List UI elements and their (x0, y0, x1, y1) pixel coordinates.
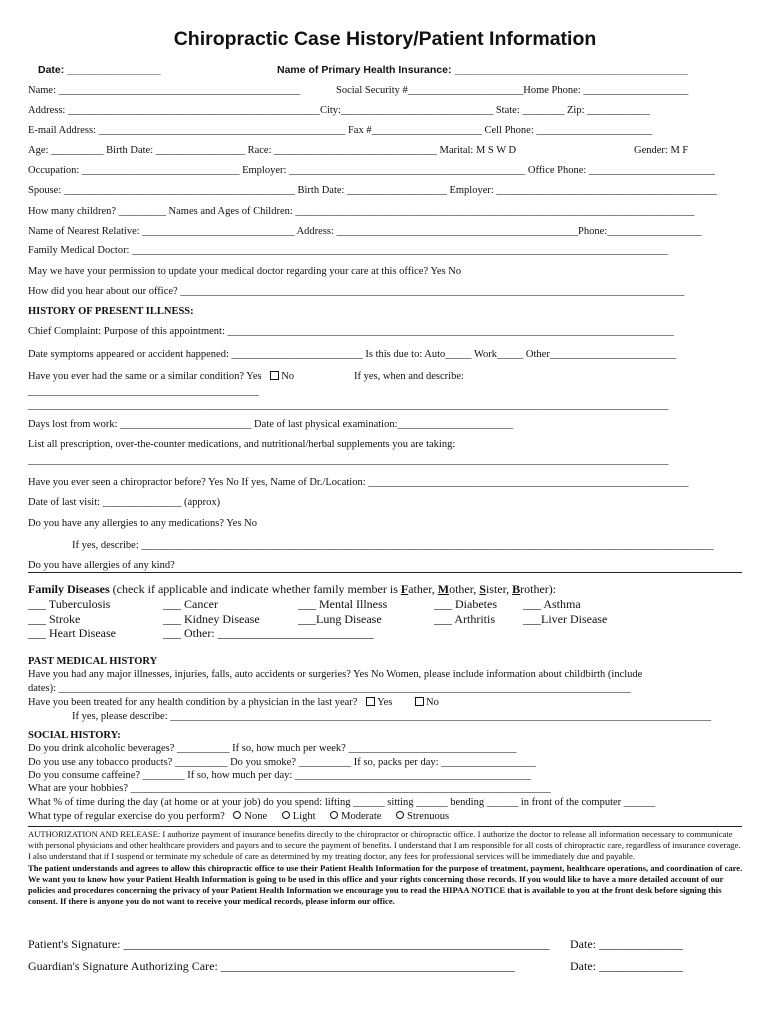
occupation-field[interactable]: Occupation: ______________________________ Employer: _____________________________________________ Office Phone: ________________________ (28, 165, 715, 176)
childbirth-dates-field[interactable]: dates): _____________________________________________________________________________________________________________ (28, 683, 631, 694)
exercise-light-label: Light (292, 811, 316, 822)
address-field[interactable]: Address: ________________________________________________City:_____________________________ State: ________ Zip: ____________ (28, 105, 651, 116)
treated-label: Have you been treated for any health condition by a physician in the last year? (28, 697, 358, 708)
family-col-5 (523, 597, 607, 626)
hobbies-field[interactable]: What are your hobbies? ________________________________________________________________________________ (28, 783, 551, 794)
patient-signature-date-field[interactable]: Date: ______________ (570, 937, 683, 951)
family-col-1 (28, 597, 116, 641)
exercise-none-radio[interactable] (233, 811, 241, 819)
symptoms-date-field[interactable]: Date symptoms appeared or accident happened: _________________________ Is this due to: Auto_____ Work_____ Other________________________ (28, 349, 676, 360)
form-title: Chiropractic Case History/Patient Information (173, 28, 597, 50)
hipaa-consent-paragraph: The patient understands and agrees to allow this chiropractic office to use their Patient Health Information for the purpose of treatment, payment, healthcare operations, and coordination of care. We want you to know how your Patient Health Information is going to be used in this office and your rights concerning those records. If you would like to have a more detailed account of our policies and procedures concerning the privacy of your Patient Health Information we encourage you to read the HIPAA NOTICE that is available to you at the front desk before signing this consent. If there is anyone you do not want to receive your medical records, please inform our office. (28, 862, 743, 907)
medications-label: List all prescription, over-the-counter medications, and nutritional/herbal supplements you are taking: (28, 439, 456, 450)
tuberculosis-option[interactable]: ___ Tuberculosis (28, 597, 111, 611)
exercise-question (28, 810, 449, 823)
insurance-field[interactable]: Name of Primary Health Insurance: ________________________________________ (277, 64, 688, 76)
treated-yes-checkbox[interactable] (366, 697, 375, 706)
time-spent-field[interactable]: What % of time during the day (at home or at your job) do you spend: lifting ______ sitting ______ bending ______ in front of the computer ______ (28, 797, 656, 808)
alcohol-field[interactable]: Do you drink alcoholic beverages? __________ If so, how much per week? ________________________________ (28, 743, 517, 754)
mental-illness-option[interactable]: ___ Mental Illness (298, 597, 388, 611)
date-field[interactable]: Date: ________________ (38, 64, 161, 76)
exercise-moderate-radio[interactable] (330, 811, 338, 819)
father-label: ather, (408, 582, 438, 596)
spouse-field[interactable]: Spouse: ____________________________________________ Birth Date: ___________________ Employer: __________________________________________ (28, 185, 717, 196)
allergies-medications-question[interactable]: Do you have any allergies to any medications? Yes No (28, 518, 258, 529)
tobacco-field[interactable]: Do you use any tobacco products? __________ Do you smoke? __________ If so, packs per day: __________________ (28, 757, 536, 768)
hpi-heading: HISTORY OF PRESENT ILLNESS: (28, 306, 194, 317)
similar-no-label: No (281, 371, 295, 382)
mother-label: other, (449, 582, 480, 596)
surgeries-question[interactable]: Have you had any major illnesses, injuries, falls, auto accidents or surgeries? Yes No Women, please include information about childbirth (include (28, 669, 643, 680)
guardian-signature-field[interactable]: Guardian's Signature Authorizing Care: _________________________________________________ (28, 959, 515, 973)
relative-field[interactable]: Name of Nearest Relative: _____________________________ Address: ______________________________________________Phone:__________________ (28, 226, 702, 237)
authorization-release-text (28, 829, 744, 907)
treated-describe-field[interactable]: If yes, please describe: _______________________________________________________________________________________________________ (72, 711, 711, 722)
treated-question (28, 696, 439, 709)
days-lost-field[interactable]: Days lost from work: _________________________ Date of last physical examination:______________________ (28, 419, 513, 430)
last-visit-field[interactable]: Date of last visit: _______________ (approx) (28, 497, 221, 508)
sister-label: ister, (485, 582, 513, 596)
pmh-heading: PAST MEDICAL HISTORY (28, 656, 158, 667)
guardian-signature-date-field[interactable]: Date: ______________ (570, 959, 683, 973)
cancer-option[interactable]: ___ Cancer (163, 597, 218, 611)
section-divider (28, 572, 742, 573)
other-disease-option[interactable]: ___ Other: __________________________ (163, 626, 374, 640)
chief-complaint-field[interactable]: Chief Complaint: Purpose of this appointment: _____________________________________________________________________________________ (28, 326, 674, 337)
family-col-4 (434, 597, 497, 626)
treated-no-label: No (426, 697, 439, 708)
exercise-strenuous-label: Strenuous (407, 811, 450, 822)
asthma-option[interactable]: ___ Asthma (523, 597, 581, 611)
gender-field[interactable]: Gender: M F (634, 145, 689, 156)
brother-label: rother): (520, 582, 557, 596)
authorization-paragraph: AUTHORIZATION AND RELEASE: I authorize payment of insurance benefits directly to the chiropractor or chiropractic office. I authorize the doctor to release all information necessary to communicate with personal physicians and other healthcare providers and payors and to secure the payment of benefits. I understand that I am responsible for all costs of chiropractic care, regardless of insurance coverage. I also understand that if I suspend or terminate my schedule of care as determined by my treating doctor, any fees for professional services will be immediately due and payable. (28, 829, 741, 862)
stroke-option[interactable]: ___ Stroke (28, 611, 81, 626)
exercise-strenuous-radio[interactable] (396, 811, 404, 819)
caffeine-field[interactable]: Do you consume caffeine? ________ If so, how much per day: _____________________________________________ (28, 770, 532, 781)
treated-no-checkbox[interactable] (415, 697, 424, 706)
name-field[interactable]: Name: ______________________________________________ (28, 85, 301, 96)
similar-describe-blank-2[interactable]: __________________________________________________________________________________________________________________________ (28, 400, 669, 411)
kidney-disease-option[interactable]: ___ Kidney Disease (163, 611, 260, 626)
age-birth-race-marital-field[interactable]: Age: __________ Birth Date: _________________ Race: _______________________________ Marital: M S W D (28, 145, 517, 156)
family-col-3 (298, 597, 387, 626)
similar-no-checkbox[interactable] (270, 371, 279, 380)
similar-describe-blank[interactable]: ____________________________________________ (28, 386, 259, 397)
patient-signature-field[interactable]: Patient's Signature: _______________________________________________________________________ (28, 937, 550, 951)
email-field[interactable]: E-mail Address: _______________________________________________ Fax #_____________________ Cell Phone: ______________________ (28, 125, 652, 136)
similar-condition-question (28, 370, 294, 383)
exercise-light-radio[interactable] (282, 811, 290, 819)
social-heading: SOCIAL HISTORY: (28, 730, 121, 741)
medications-blank[interactable]: __________________________________________________________________________________________________________________________ (28, 455, 669, 466)
liver-disease-option[interactable]: ___Liver Disease (523, 611, 608, 626)
ssn-home-phone-field[interactable]: Social Security #______________________Home Phone: ____________________ (336, 85, 689, 96)
treated-yes-label: Yes (377, 697, 393, 708)
chiropractor-question[interactable]: Have you ever seen a chiropractor before? Yes No If yes, Name of Dr./Location: _____________________________________________________________ (28, 477, 689, 488)
heart-disease-option[interactable]: ___ Heart Disease (28, 626, 116, 640)
family-doctor-field[interactable]: Family Medical Doctor: ______________________________________________________________________________________________________ (28, 245, 668, 256)
family-diseases-instructions: (check if applicable and indicate whether family member is (109, 582, 401, 596)
similar-describe-label: If yes, when and describe: (354, 371, 464, 382)
allergies-any-question: Do you have allergies of any kind? (28, 560, 175, 571)
exercise-label: What type of regular exercise do you perform? (28, 811, 225, 822)
exercise-moderate-label: Moderate (341, 811, 382, 822)
arthritis-option[interactable]: ___ Arthritis (434, 611, 496, 626)
children-field[interactable]: How many children? _________ Names and Ages of Children: ____________________________________________________________________________ (28, 206, 695, 217)
allergies-describe-field[interactable]: If yes, describe: _____________________________________________________________________________________________________________ (72, 540, 714, 551)
diabetes-option[interactable]: ___ Diabetes (434, 597, 497, 611)
exercise-none-label: None (244, 811, 268, 822)
similar-condition-label: Have you ever had the same or a similar condition? Yes (28, 371, 262, 382)
referral-field[interactable]: How did you hear about our office? ________________________________________________________________________________________________ (28, 286, 685, 297)
lung-disease-option[interactable]: ___Lung Disease (298, 611, 382, 626)
section-divider-2 (28, 826, 742, 827)
family-diseases-title: Family Diseases (28, 582, 110, 596)
family-diseases-heading: Family Diseases (check if applicable and indicate whether family member is Father, Mother, Sister, Brother): (28, 582, 557, 596)
permission-question[interactable]: May we have your permission to update your medical doctor regarding your care at this office? Yes No (28, 266, 462, 277)
